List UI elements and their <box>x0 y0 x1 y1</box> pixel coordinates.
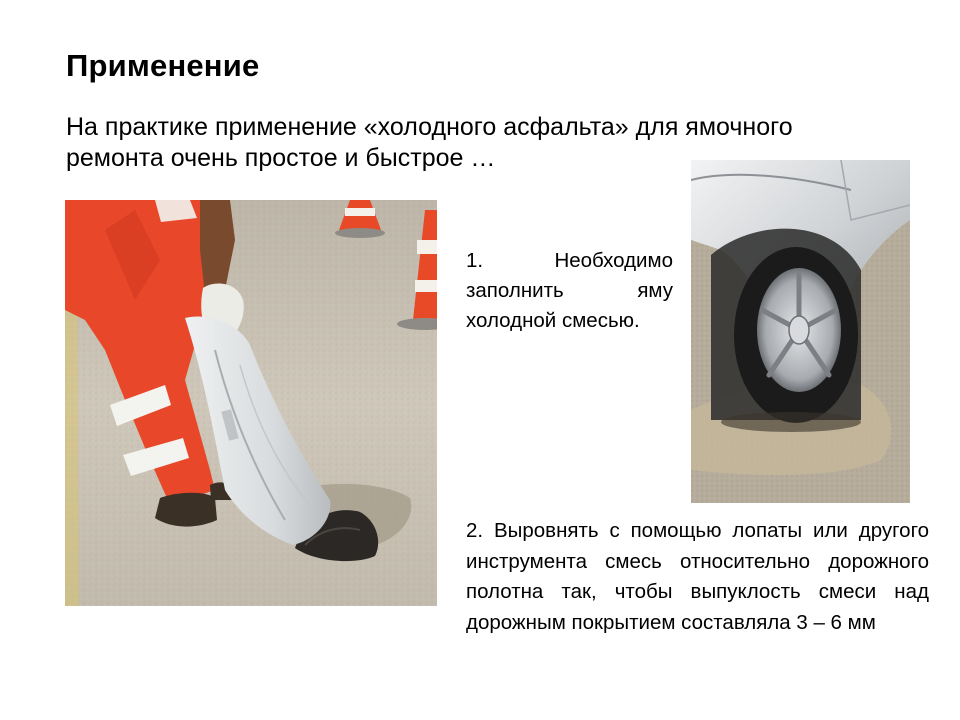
car-wheel-photo <box>691 160 910 503</box>
worker-boot <box>155 493 217 527</box>
step-1-text: 1. Необходимо заполнить яму холодной смесью. <box>466 249 673 332</box>
slide-title: Применение <box>66 48 260 83</box>
worker-pouring-asphalt-photo <box>65 200 437 606</box>
intro-text: На практике применение «холодного асфальта» для ямочного ремонта очень простое и быстрое … <box>66 113 793 172</box>
step-2-text: 2. Выровнять с помощью лопаты или другого инструмента смесь относительно дорожного полотна так, чтобы выпуклость смеси над дорожным покрытием составляла 3 – 6 мм <box>466 519 929 634</box>
